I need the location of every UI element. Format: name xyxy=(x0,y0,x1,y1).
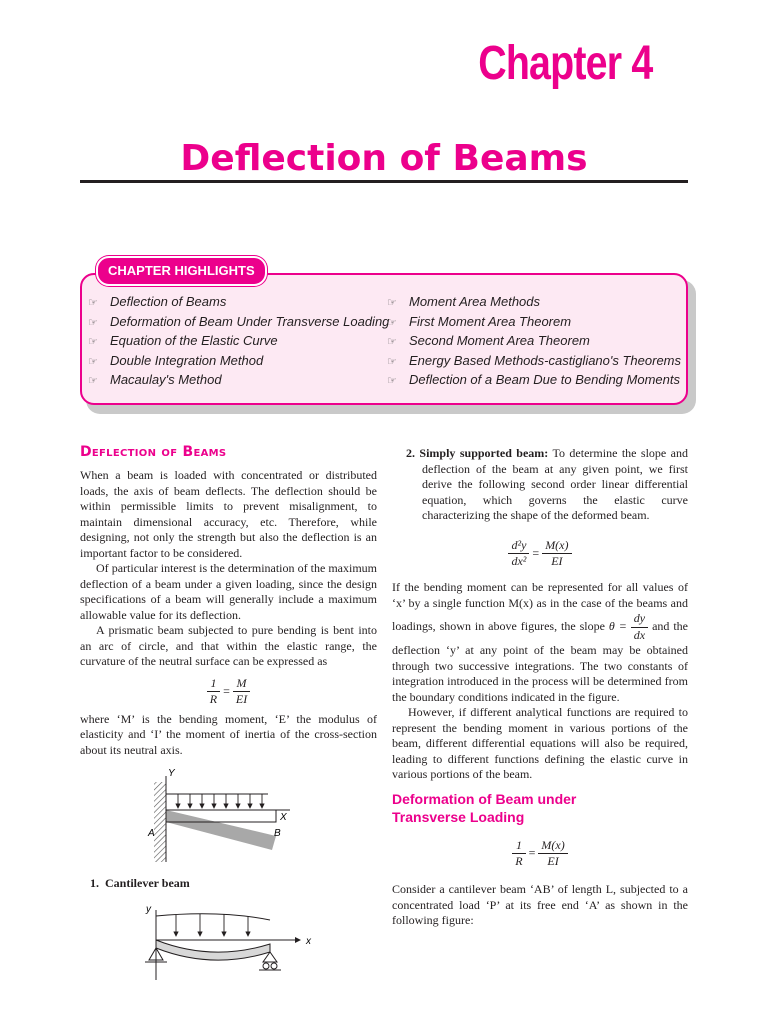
pointing-hand-icon: ☞ xyxy=(88,316,98,329)
section-heading: Deflection of Beams xyxy=(80,444,227,460)
deflected-beam xyxy=(156,940,270,960)
distributed-load-arrows xyxy=(176,914,248,936)
highlight-item: ☞ Macaulay's Method xyxy=(88,370,389,390)
paragraph: where ‘M’ is the bending moment, ‘E’ the modulus of elasticity and ‘I’ the moment of inertia of the cross-section about its neutral axis. xyxy=(80,711,377,757)
right-column-text xyxy=(392,580,688,783)
fixed-support xyxy=(154,782,166,862)
highlight-item: ☞ Deformation of Beam Under Transverse Loading xyxy=(88,312,389,332)
elastic-curve-formula: $\frac{\text{d²y}}{\text{dx²}}$ = $\frac{M(x)}{EI}$ xyxy=(392,538,688,570)
paragraph: However, if different analytical functions are required to represent the bending moment in various portions of the beam, different differential equations will also be required, leading to different functions defining the elastic curve in various portions of the beam. xyxy=(392,705,688,781)
distributed-load-arrows xyxy=(178,794,262,808)
chapter-label: Chapter 4 xyxy=(477,37,652,90)
pointing-hand-icon: ☞ xyxy=(387,355,397,368)
curvature-formula: $\frac{1}{R}$ = $\frac{M}{EI}$ xyxy=(80,676,377,708)
highlights-left-list xyxy=(88,292,389,390)
left-column-text xyxy=(80,468,377,758)
x-axis-label: X xyxy=(280,812,287,823)
y-axis-label: Y xyxy=(168,768,175,779)
simply-supported-beam-figure xyxy=(140,900,320,990)
point-b-label: B xyxy=(274,828,281,839)
cantilever-beam-figure xyxy=(140,764,290,864)
highlight-item: ☞ Deflection of a Beam Due to Bending Moments xyxy=(387,370,681,390)
paragraph: Of particular interest is the determination of the maximum deflection of a beam under a given loading, since the design specifications of a beam will generally include a maximum allowable value for its deflection. xyxy=(80,561,377,622)
simply-supported-item: 2. Simply supported beam: To determine the slope and deflection of the beam at any given point, we first derive the following second order linear differential equation, which governs the elastic curve characterizing the shape of the deformed beam. $\frac{\text{d²y}}{\text{dx²}}$ = $\frac{M(x)}{EI}$ xyxy=(392,446,688,570)
load-curve xyxy=(156,914,270,920)
curvature-formula-2: $\frac{1}{R}$ = $\frac{M(x)}{EI}$ xyxy=(392,838,688,869)
x-axis-label: x xyxy=(306,936,311,947)
highlight-item: ☞ Deflection of Beams xyxy=(88,292,389,312)
title-rule xyxy=(80,180,688,183)
paragraph: If the bending moment can be represented for all values of ‘x’ by a single function M(x) as in the case of the beams and loadings, shown in above figures, the slope θ = $\frac{dy}{dx}$ and the deflection ‘y’ at any point of the beam may be obtained through two successive integrations. The two constants of integration introduced in the process will be determined from the boundary conditions indicated in the figure. xyxy=(392,580,689,704)
highlight-item: ☞ First Moment Area Theorem xyxy=(387,312,681,332)
paragraph: A prismatic beam subjected to pure bending is bent into an arc of circle, and that within the elastic range, the curvature of the neutral surface can be expressed as xyxy=(80,623,377,668)
highlight-item: ☞ Moment Area Methods xyxy=(387,292,681,312)
pointing-hand-icon: ☞ xyxy=(387,297,397,309)
highlight-item: ☞ Energy Based Methods-castigliano's Theorems xyxy=(387,351,681,371)
chapter-title: Deflection of Beams xyxy=(180,138,588,179)
right-column-bottom xyxy=(392,882,688,929)
highlight-item: ☞ Double Integration Method xyxy=(88,351,389,371)
pointing-hand-icon: ☞ xyxy=(387,375,397,387)
highlights-right-list xyxy=(387,292,681,390)
highlight-item: ☞ Equation of the Elastic Curve xyxy=(88,331,389,351)
slope-fraction: $\frac{dy}{dx}$ xyxy=(631,611,648,643)
subsection-heading: Deformation of Beam under Transverse Loading xyxy=(392,791,577,825)
y-axis-label: y xyxy=(146,904,151,915)
cantilever-caption: 1. Cantilever beam xyxy=(90,876,190,890)
paragraph: When a beam is loaded with concentrated or distributed loads, the axis of beam deflects. The deflection should be within permissible limits to prevent misalignment, to maintain dimensional accuracy, etc. Therefore, while designing, not only the strength but also the deflection is an important factor to be considered. xyxy=(80,468,377,560)
deflected-beam xyxy=(166,810,276,850)
pointing-hand-icon: ☞ xyxy=(88,297,98,309)
chapter-highlights-tab: CHAPTER HIGHLIGHTS xyxy=(96,256,267,286)
highlight-item: ☞ Second Moment Area Theorem xyxy=(387,331,681,351)
pointing-hand-icon: ☞ xyxy=(387,316,397,329)
point-a-label: A xyxy=(148,828,155,839)
paragraph: Consider a cantilever beam ‘AB’ of length L, subjected to a concentrated load ‘P’ at its free end ‘A’ as shown in the following figure: xyxy=(392,882,688,927)
pointing-hand-icon: ☞ xyxy=(88,375,98,387)
pointing-hand-icon: ☞ xyxy=(387,336,397,348)
pointing-hand-icon: ☞ xyxy=(88,355,98,368)
pointing-hand-icon: ☞ xyxy=(88,336,98,348)
